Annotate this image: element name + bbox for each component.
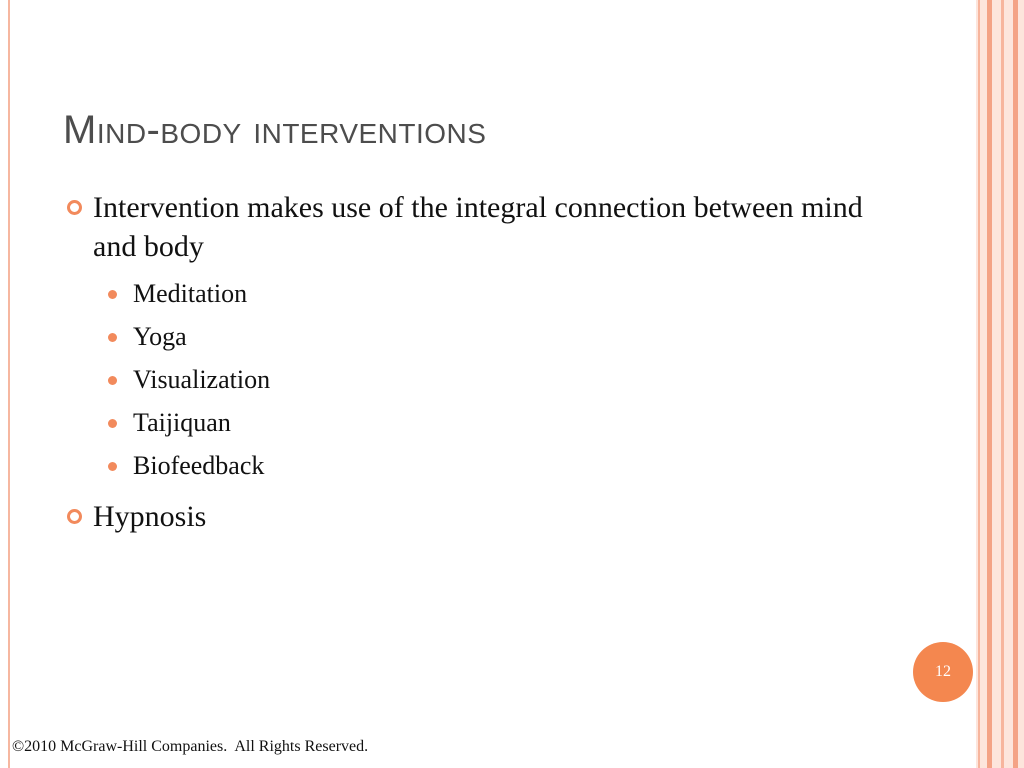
sub-bullet-text: Visualization xyxy=(133,365,271,394)
sub-bullet-text: Taijiquan xyxy=(133,408,231,437)
right-stripe xyxy=(978,0,980,768)
dot-bullet-icon xyxy=(108,419,117,428)
bullet-text: Intervention makes use of the integral connection between mind and body xyxy=(93,191,863,263)
bullet-item xyxy=(63,188,903,266)
dot-bullet-icon xyxy=(108,462,117,471)
right-stripe xyxy=(1001,0,1004,768)
sub-bullet-list xyxy=(63,272,903,487)
sub-bullet-item xyxy=(63,401,903,444)
dot-bullet-icon xyxy=(108,376,117,385)
ring-bullet-icon xyxy=(67,200,82,215)
bullet-item xyxy=(63,497,903,536)
sub-bullet-text: Yoga xyxy=(133,322,187,351)
right-stripe xyxy=(987,0,992,768)
copyright-footer: ©2010 McGraw-Hill Companies. All Rights Reserved. xyxy=(12,738,369,755)
page-number-badge xyxy=(913,642,973,702)
bullet-text: Hypnosis xyxy=(93,500,207,533)
sub-bullet-text: Meditation xyxy=(133,279,248,308)
right-stripe xyxy=(1013,0,1018,768)
sub-bullet-item xyxy=(63,444,903,487)
sub-bullet-item xyxy=(63,315,903,358)
left-border-line xyxy=(8,0,10,768)
slide-title: Mind-body interventions xyxy=(63,108,487,152)
slide-content xyxy=(63,188,903,536)
sub-bullet-item xyxy=(63,358,903,401)
dot-bullet-icon xyxy=(108,290,117,299)
sub-bullet-item xyxy=(63,272,903,315)
sub-bullet-text: Biofeedback xyxy=(133,451,265,480)
ring-bullet-icon xyxy=(67,509,82,524)
dot-bullet-icon xyxy=(108,333,117,342)
page-number: 12 xyxy=(935,663,951,680)
